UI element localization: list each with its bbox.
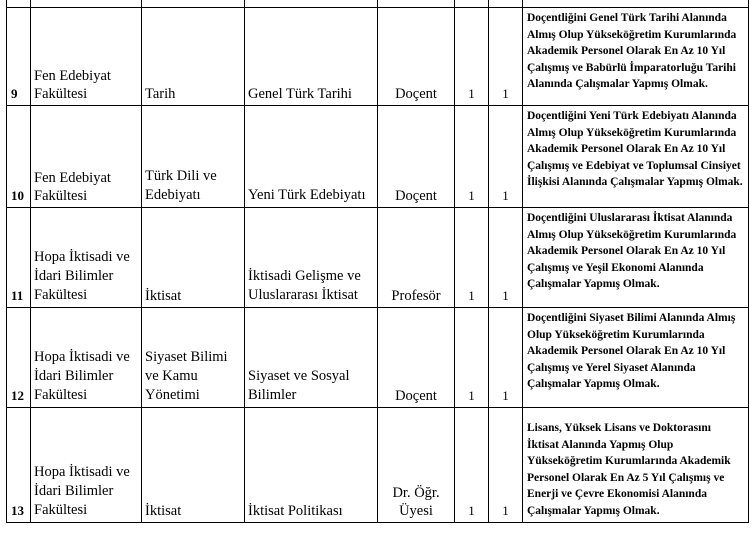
title-cell: Dr. Öğr. Üyesi [378, 408, 455, 523]
department-cell: İktisat [142, 408, 245, 523]
row-number: 13 [7, 408, 31, 523]
table-row [7, 308, 749, 408]
table-row [7, 0, 749, 8]
requirement-cell: Doçentliğini Siyaset Bilimi Alanında Almış Olup Yükseköğretim Kurumlarında Akademik Personel Olarak En Az 10 Yıl Çalışmış ve Yerel Siyaset Alanında Çalışmalar Yapmış Olmak. [523, 308, 749, 408]
field-cell [245, 0, 378, 8]
title-cell: Profesör [378, 208, 455, 308]
count-cell: 1 [489, 308, 523, 408]
field-cell: Yeni Türk Edebiyatı [245, 106, 378, 208]
department-cell [142, 0, 245, 8]
requirement-cell [523, 0, 749, 8]
row-number: 11 [7, 208, 31, 308]
count-cell [455, 0, 489, 8]
table-row [7, 106, 749, 208]
table-row [7, 8, 749, 106]
department-cell: İktisat [142, 208, 245, 308]
title-cell: Doçent [378, 8, 455, 106]
count-cell: 1 [455, 308, 489, 408]
count-cell [489, 0, 523, 8]
faculty-cell: Hopa İktisadi ve İdari Bilimler Fakültesi [31, 408, 142, 523]
field-cell: İktisat Politikası [245, 408, 378, 523]
count-cell: 1 [489, 208, 523, 308]
faculty-cell: Fen Edebiyat Fakültesi [31, 106, 142, 208]
table-row [7, 408, 749, 523]
faculty-cell [31, 0, 142, 8]
title-cell: Doçent [378, 308, 455, 408]
row-number: 12 [7, 308, 31, 408]
count-cell: 1 [455, 208, 489, 308]
count-cell: 1 [489, 408, 523, 523]
title-cell: Doçent [378, 106, 455, 208]
faculty-cell: Fen Edebiyat Fakültesi [31, 8, 142, 106]
field-cell: Siyaset ve Sosyal Bilimler [245, 308, 378, 408]
department-cell: Siyaset Bilimi ve Kamu Yönetimi [142, 308, 245, 408]
field-cell: Genel Türk Tarihi [245, 8, 378, 106]
count-cell: 1 [455, 408, 489, 523]
count-cell: 1 [455, 8, 489, 106]
requirement-cell: Lisans, Yüksek Lisans ve Doktorasını İktisat Alanında Yapmış Olup Yükseköğretim Kurumlarında Akademik Personel Olarak En Az 5 Yıl Çalışmış ve Enerji ve Çevre Ekonomisi Alanında Çalışmalar Yapmış Olmak. [523, 408, 749, 523]
count-cell: 1 [489, 8, 523, 106]
count-cell: 1 [489, 106, 523, 208]
row-number: 9 [7, 8, 31, 106]
title-cell [378, 0, 455, 8]
row-number: 10 [7, 106, 31, 208]
count-cell: 1 [455, 106, 489, 208]
positions-table [6, 0, 749, 523]
faculty-cell: Hopa İktisadi ve İdari Bilimler Fakültesi [31, 208, 142, 308]
department-cell: Tarih [142, 8, 245, 106]
department-cell: Türk Dili ve Edebiyatı [142, 106, 245, 208]
requirement-cell: Doçentliğini Uluslararası İktisat Alanında Almış Olup Yükseköğretim Kurumlarında Akademik Personel Olarak En Az 10 Yıl Çalışmış ve Yeşil Ekonomi Alanında Çalışmalar Yapmış Olmak. [523, 208, 749, 308]
requirement-cell: Doçentliğini Genel Türk Tarihi Alanında Almış Olup Yükseköğretim Kurumlarında Akademik Personel Olarak En Az 10 Yıl Çalışmış ve Babürlü İmparatorluğu Tarihi Alanında Çalışmalar Yapmış Olmak. [523, 8, 749, 106]
table-row [7, 208, 749, 308]
faculty-cell: Hopa İktisadi ve İdari Bilimler Fakültesi [31, 308, 142, 408]
row-number [7, 0, 31, 8]
field-cell: İktisadi Gelişme ve Uluslararası İktisat [245, 208, 378, 308]
requirement-cell: Doçentliğini Yeni Türk Edebiyatı Alanında Almış Olup Yükseköğretim Kurumlarında Akademik Personel Olarak En Az 10 Yıl Çalışmış ve Edebiyat ve Toplumsal Cinsiyet İlişkisi Alanında Çalışmalar Yapmış Olmak. [523, 106, 749, 208]
